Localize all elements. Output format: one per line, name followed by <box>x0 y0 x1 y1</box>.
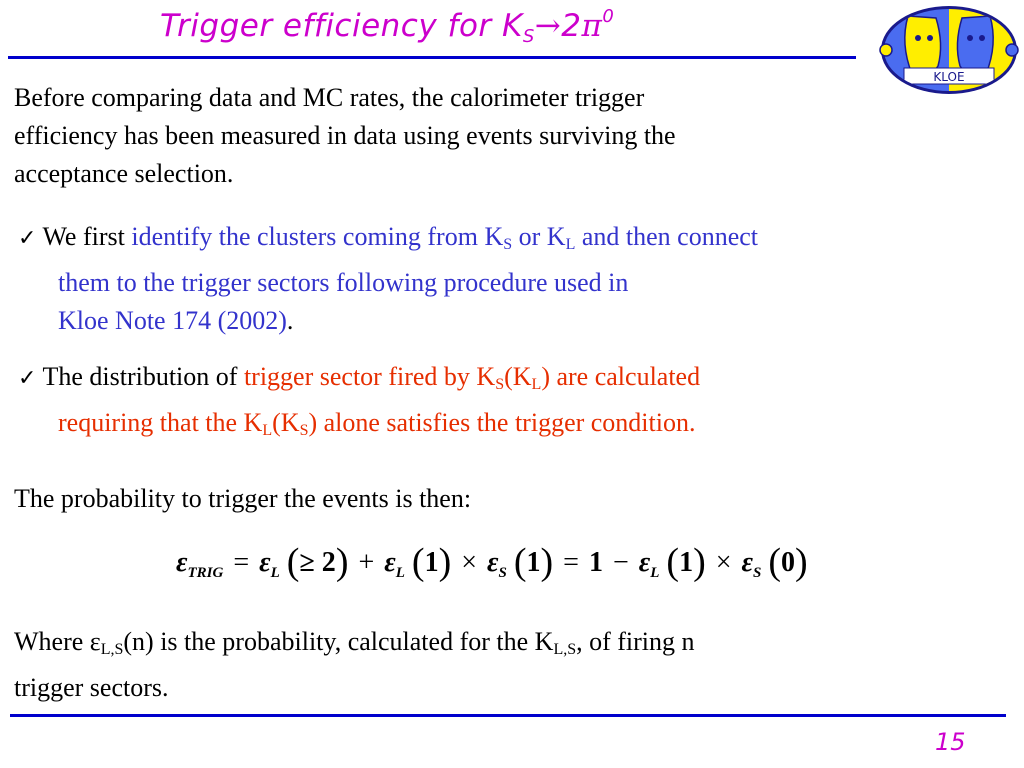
title-underline <box>8 56 856 59</box>
bullet2-calculated: ) are calculated <box>541 362 701 391</box>
formula-sub-l1: L <box>270 565 280 581</box>
formula-epsilon-l1: ε <box>259 547 271 578</box>
bullet2-line2-a: requiring that the K <box>58 408 263 437</box>
formula-epsilon-l2: ε <box>384 547 396 578</box>
kloe-note-reference: Kloe Note 174 (2002) <box>58 306 287 335</box>
intro-line-2: efficiency has been measured in data using events surviving the <box>14 121 676 150</box>
intro-paragraph <box>14 79 676 193</box>
bullet1-highlight: identify the clusters coming from K <box>131 222 504 251</box>
formula-sub-l3: L <box>650 565 660 581</box>
formula-times: × <box>461 547 478 578</box>
trigger-probability-formula <box>176 540 808 584</box>
formula-rparen: ) <box>438 541 452 583</box>
formula-ge2: ≥ 2 <box>299 547 336 578</box>
checkmark-icon: ✓ <box>18 366 37 391</box>
formula-times: × <box>715 547 732 578</box>
bullet1-or: or K <box>512 222 566 251</box>
bullet2-line2-b: (K <box>272 408 300 437</box>
formula-rparen: ) <box>693 541 706 583</box>
definition-firing: , of firing n <box>576 627 695 656</box>
formula-zero: 0 <box>781 547 796 578</box>
logo-text: KLOE <box>933 70 965 84</box>
formula-one: 1 <box>526 547 541 578</box>
bullet2-text: The distribution of <box>42 362 244 391</box>
formula-equals: = <box>563 547 579 578</box>
bullet2-sub-s: S <box>495 376 505 393</box>
definition-sub-1: L,S <box>100 641 124 658</box>
intro-line-3: acceptance selection. <box>14 159 234 188</box>
definition-sub-2: L,S <box>553 641 577 658</box>
formula-rparen: ) <box>795 541 808 583</box>
formula-lparen: ( <box>286 541 300 583</box>
definition-text: (n) is the probability, calculated for the K <box>123 627 554 656</box>
bullet1-connect: and then connect <box>575 222 758 251</box>
bullet1-sub-l: L <box>565 236 576 253</box>
formula-epsilon-trig: ε <box>176 547 188 578</box>
formula-sub-s1: S <box>498 565 507 581</box>
probability-intro: The probability to trigger the events is then: <box>14 484 472 513</box>
formula-lparen: ( <box>768 541 782 583</box>
checkmark-icon: ✓ <box>18 226 37 251</box>
definition-line-2: trigger sectors. <box>14 673 169 702</box>
title-superscript: 0 <box>602 6 615 27</box>
bullet2-line2-sub-s: S <box>299 422 309 439</box>
formula-plus: + <box>358 547 375 578</box>
formula-lparen: ( <box>666 541 680 583</box>
formula-epsilon-s2: ε <box>741 547 754 578</box>
definition-paragraph <box>14 623 695 707</box>
formula-lparen: ( <box>513 541 527 583</box>
formula-one: 1 <box>588 547 603 578</box>
definition-where: Where <box>14 627 90 656</box>
bullet1-line-2: them to the trigger sectors following procedure used in <box>58 268 629 297</box>
title-number: 2 <box>561 8 582 44</box>
bullet1-text: We first <box>42 222 132 251</box>
formula-epsilon-l3: ε <box>638 547 651 578</box>
bullet2-highlight: trigger sector fired by K <box>243 362 496 391</box>
bullet-trigger-distribution <box>18 358 700 450</box>
title-subscript: S <box>522 26 535 47</box>
formula-lparen: ( <box>411 541 425 583</box>
formula-epsilon-s1: ε <box>487 547 499 578</box>
bullet1-period: . <box>286 306 294 335</box>
kloe-logo <box>878 4 1020 96</box>
title-arrow: → <box>534 8 562 44</box>
formula-minus: − <box>612 547 629 578</box>
formula-equals: = <box>233 547 250 578</box>
footer-rule <box>10 714 1006 717</box>
bullet2-line2-sub-l: L <box>262 422 273 439</box>
formula-rparen: ) <box>540 541 554 583</box>
formula-sub-trig: TRIG <box>187 565 224 581</box>
formula-sub-s2: S <box>753 565 762 581</box>
title-text: Trigger efficiency for K <box>160 8 523 44</box>
formula-sub-l2: L <box>395 565 405 581</box>
bullet2-paren: (K <box>504 362 532 391</box>
title-pi: π <box>581 8 603 44</box>
formula-one: 1 <box>424 547 439 578</box>
page-number: 15 <box>935 728 966 756</box>
bullet-cluster-identification <box>18 218 758 340</box>
bullet2-line2-c: ) alone satisfies the trigger condition. <box>308 408 696 437</box>
intro-line-1: Before comparing data and MC rates, the calorimeter trigger <box>14 83 645 112</box>
definition-epsilon: ε <box>89 627 101 656</box>
formula-one: 1 <box>679 547 694 578</box>
formula-rparen: ) <box>335 541 349 583</box>
slide-title <box>160 6 614 47</box>
bullet1-sub-s: S <box>503 236 513 253</box>
bullet2-sub-l: L <box>531 376 542 393</box>
